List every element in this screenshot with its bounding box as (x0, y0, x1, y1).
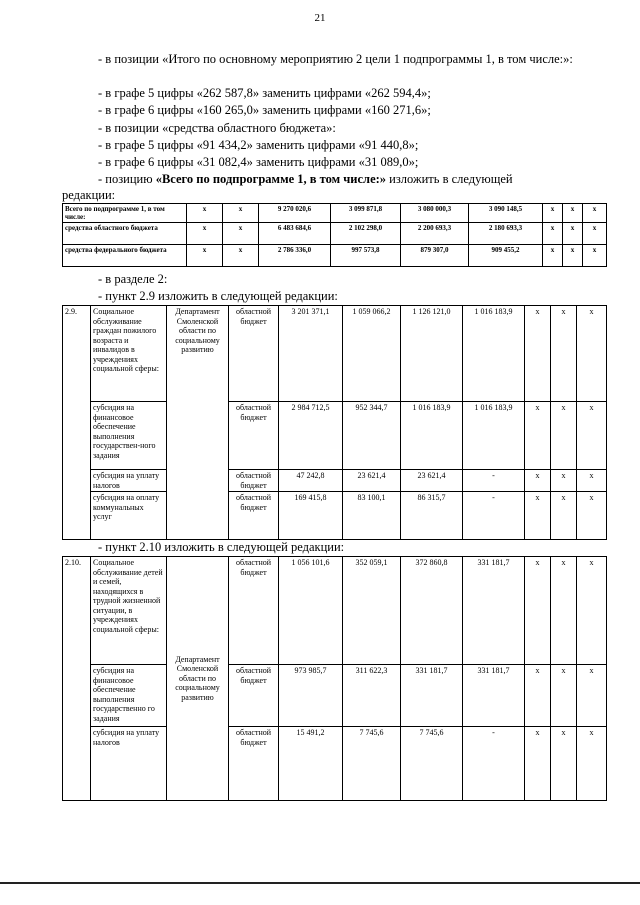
cell: 973 985,7 (279, 665, 343, 727)
funding-source: областной бюджет (229, 665, 279, 727)
cell: х (525, 665, 551, 727)
cell: 7 745,6 (343, 727, 401, 801)
table-row (63, 492, 607, 540)
paragraph-item-2-9: - пункт 2.9 изложить в следующей редакции: (98, 289, 338, 303)
cell: 3 090 148,5 (469, 204, 543, 223)
cell: х (563, 245, 583, 267)
cell: 909 455,2 (469, 245, 543, 267)
cell: х (563, 223, 583, 245)
cell: 1 059 066,2 (343, 306, 401, 402)
table-row (63, 557, 607, 665)
cell: х (577, 402, 607, 470)
paragraph-column5-regional: - в графе 5 цифры «91 434,2» заменить цифрами «91 440,8»; (98, 138, 419, 152)
cell: х (543, 204, 563, 223)
paragraph-column6-regional: - в графе 6 цифры «31 082,4» заменить цифрами «31 089,0»; (98, 155, 419, 169)
funding-source: областной бюджет (229, 557, 279, 665)
table-row (63, 204, 607, 223)
cell: 352 059,1 (343, 557, 401, 665)
cell: 23 621,4 (343, 470, 401, 492)
cell: 952 344,7 (343, 402, 401, 470)
item-2-9-table (62, 305, 607, 540)
funding-source: областной бюджет (229, 402, 279, 470)
cell: х (551, 470, 577, 492)
cell: 2 102 298,0 (331, 223, 401, 245)
cell: 1 126 121,0 (401, 306, 463, 402)
bottom-rule (0, 882, 640, 884)
table-row (63, 402, 607, 470)
cell: х (563, 204, 583, 223)
cell: х (543, 245, 563, 267)
cell: х (551, 727, 577, 801)
cell: х (525, 470, 551, 492)
table-row (63, 470, 607, 492)
cell: х (583, 204, 607, 223)
paragraph-item-2-10: - пункт 2.10 изложить в следующей редакции: (98, 540, 345, 554)
paragraph-total-bold: «Всего по подпрограмме 1, в том числе:» (155, 172, 387, 186)
cell: 3 201 371,1 (279, 306, 343, 402)
cell: х (551, 665, 577, 727)
cell: х (577, 665, 607, 727)
cell: х (583, 223, 607, 245)
cell: 7 745,6 (401, 727, 463, 801)
subprogram-total-table (62, 203, 607, 267)
cell: 2 180 693,3 (469, 223, 543, 245)
cell: - (463, 492, 525, 540)
item-name: субсидия на финансовое обеспечение выполнения государственно го задания (91, 665, 167, 727)
table-row (63, 727, 607, 801)
cell: х (223, 204, 259, 223)
cell: 1 016 183,9 (401, 402, 463, 470)
page-number: 21 (314, 12, 326, 24)
cell: 311 622,3 (343, 665, 401, 727)
funding-source: областной бюджет (229, 727, 279, 801)
cell: - (463, 727, 525, 801)
table-row (63, 665, 607, 727)
cell: х (577, 557, 607, 665)
cell: х (551, 306, 577, 402)
cell: х (187, 204, 223, 223)
cell: х (223, 223, 259, 245)
cell: 9 270 020,6 (259, 204, 331, 223)
cell: 23 621,4 (401, 470, 463, 492)
cell: х (577, 727, 607, 801)
cell: - (463, 470, 525, 492)
row-label: средства областного бюджета (63, 223, 187, 245)
item-name: субсидия на уплату налогов (91, 727, 167, 801)
item-name: Социальное обслуживание детей и семей, находящихся в трудной жизненной ситуации, в учреждениях социальной сферы: (91, 557, 167, 665)
cell: х (525, 306, 551, 402)
item-number: 2.9. (63, 306, 91, 540)
cell: 169 415,8 (279, 492, 343, 540)
cell: 331 181,7 (463, 665, 525, 727)
item-number: 2.10. (63, 557, 91, 801)
cell: х (187, 245, 223, 267)
cell: х (551, 402, 577, 470)
paragraph-total-subprogram (98, 172, 606, 187)
responsible-department: Департамент Смоленской области по социальному развитию (167, 557, 229, 801)
cell: 6 483 684,6 (259, 223, 331, 245)
cell: 83 100,1 (343, 492, 401, 540)
paragraph-section2: - в разделе 2: (98, 272, 168, 286)
cell: 331 181,7 (463, 557, 525, 665)
responsible-department: Департамент Смоленской области по социальному развитию (167, 306, 229, 540)
cell: 372 860,8 (401, 557, 463, 665)
item-2-10-table (62, 556, 607, 801)
item-name: субсидия на финансовое обеспечение выполнения государствен-ного задания (91, 402, 167, 470)
cell: х (543, 223, 563, 245)
cell: х (551, 557, 577, 665)
cell: 1 016 183,9 (463, 402, 525, 470)
funding-source: областной бюджет (229, 470, 279, 492)
cell: х (577, 492, 607, 540)
cell: 86 315,7 (401, 492, 463, 540)
table-row (63, 306, 607, 402)
paragraph-column5-itogo: - в графе 5 цифры «262 587,8» заменить цифрами «262 594,4»; (98, 86, 431, 100)
cell: 2 200 693,3 (401, 223, 469, 245)
cell: х (223, 245, 259, 267)
cell: х (525, 402, 551, 470)
cell: 1 056 101,6 (279, 557, 343, 665)
cell: 1 016 183,9 (463, 306, 525, 402)
paragraph-regional-budget-position: - в позиции «средства областного бюджета»: (98, 121, 336, 135)
paragraph-itogo-position: - в позиции «Итого по основному мероприятию 2 цели 1 подпрограммы 1, в том числе:»: (98, 52, 573, 66)
cell: х (187, 223, 223, 245)
paragraph-total-prefix: - позицию (98, 172, 153, 186)
cell: 47 242,8 (279, 470, 343, 492)
row-label: средства федерального бюджета (63, 245, 187, 267)
cell: х (525, 492, 551, 540)
cell: х (583, 245, 607, 267)
cell: х (525, 727, 551, 801)
cell: 3 080 000,3 (401, 204, 469, 223)
cell: 3 099 871,8 (331, 204, 401, 223)
cell: 15 491,2 (279, 727, 343, 801)
cell: 2 786 336,0 (259, 245, 331, 267)
cell: х (577, 470, 607, 492)
funding-source: областной бюджет (229, 306, 279, 402)
cell: 331 181,7 (401, 665, 463, 727)
cell: х (525, 557, 551, 665)
cell: х (577, 306, 607, 402)
table-row (63, 223, 607, 245)
paragraph-total-suffix: изложить в следующей (389, 172, 513, 186)
cell: 879 307,0 (401, 245, 469, 267)
funding-source: областной бюджет (229, 492, 279, 540)
row-label: Всего по подпрограмме 1, в том числе: (63, 204, 187, 223)
paragraph-column6-itogo: - в графе 6 цифры «160 265,0» заменить цифрами «160 271,6»; (98, 103, 431, 117)
paragraph-total-continuation: редакции: (62, 188, 116, 202)
table-row (63, 245, 607, 267)
item-name: субсидия на уплату налогов (91, 470, 167, 492)
cell: 2 984 712,5 (279, 402, 343, 470)
cell: х (551, 492, 577, 540)
item-name: Социальное обслуживание граждан пожилого возраста и инвалидов в учреждениях социальной сферы: (91, 306, 167, 402)
item-name: субсидия на оплату коммунальных услуг (91, 492, 167, 540)
cell: 997 573,8 (331, 245, 401, 267)
